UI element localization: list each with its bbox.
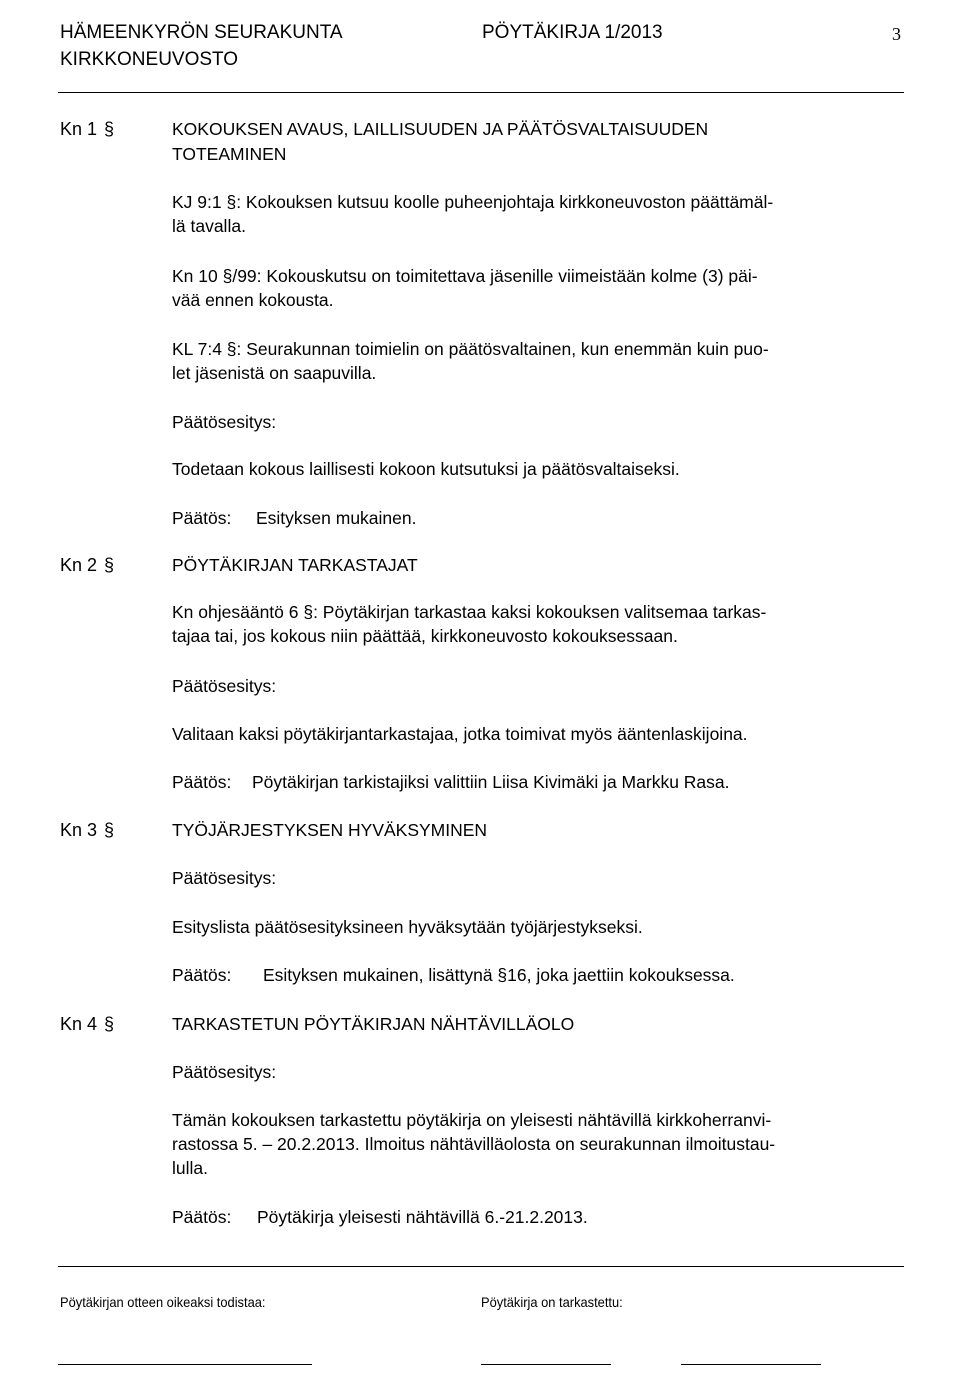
proposal-text: Esityslista päätösesityksineen hyväksytään työjärjestykseksi. bbox=[172, 917, 643, 937]
paragraph-line: let jäsenistä on saapuvilla. bbox=[172, 363, 377, 383]
signature-line bbox=[681, 1364, 821, 1365]
section-title: PÖYTÄKIRJAN TARKASTAJAT bbox=[172, 555, 418, 575]
section-sign: § bbox=[104, 555, 115, 575]
paragraph-line: vää ennen kokousta. bbox=[172, 290, 334, 310]
page-number: 3 bbox=[892, 24, 901, 44]
signature-line bbox=[481, 1364, 611, 1365]
footer-rule bbox=[58, 1266, 904, 1267]
section-title: KOKOUKSEN AVAUS, LAILLISUUDEN JA PÄÄTÖSVALTAISUUDEN bbox=[172, 119, 709, 139]
proposal-label: Päätösesitys: bbox=[172, 412, 277, 432]
decision-text: Pöytäkirjan tarkistajiksi valittiin Liisa Kivimäki ja Markku Rasa. bbox=[252, 772, 730, 792]
section-sign: § bbox=[104, 1014, 115, 1034]
decision-text: Pöytäkirja yleisesti nähtävillä 6.-21.2.2013. bbox=[257, 1207, 588, 1227]
proposal-label: Päätösesitys: bbox=[172, 1062, 277, 1082]
proposal-label: Päätösesitys: bbox=[172, 868, 277, 888]
document-title: PÖYTÄKIRJA 1/2013 bbox=[482, 22, 663, 43]
decision-text: Esityksen mukainen, lisättynä §16, joka jaettiin kokouksessa. bbox=[263, 965, 735, 985]
section-id: Kn 4 bbox=[60, 1014, 98, 1034]
council-name: KIRKKONEUVOSTO bbox=[60, 49, 239, 70]
certified-label: Pöytäkirjan otteen oikeaksi todistaa: bbox=[60, 1294, 266, 1310]
paragraph-line: Kn 10 §/99: Kokouskutsu on toimitettava jäsenille viimeistään kolme (3) päi- bbox=[172, 266, 758, 286]
decision-label: Päätös: bbox=[172, 965, 232, 985]
paragraph-line: tajaa tai, jos kokous niin päättää, kirkkoneuvosto kokouksessaan. bbox=[172, 626, 678, 646]
section-title: TYÖJÄRJESTYKSEN HYVÄKSYMINEN bbox=[172, 820, 488, 840]
section-sign: § bbox=[104, 119, 115, 139]
section-id: Kn 3 bbox=[60, 820, 98, 840]
proposal-text: Todetaan kokous laillisesti kokoon kutsutuksi ja päätösvaltaiseksi. bbox=[172, 459, 680, 479]
paragraph-line: lä tavalla. bbox=[172, 216, 246, 236]
decision-label: Päätös: bbox=[172, 508, 232, 528]
section-sign: § bbox=[104, 820, 115, 840]
paragraph-line: Kn ohjesääntö 6 §: Pöytäkirjan tarkastaa kaksi kokouksen valitsemaa tarkas- bbox=[172, 602, 767, 622]
proposal-line: lulla. bbox=[172, 1158, 208, 1178]
checked-label: Pöytäkirja on tarkastettu: bbox=[481, 1294, 623, 1310]
section-id: Kn 1 bbox=[60, 119, 98, 139]
proposal-line: Tämän kokouksen tarkastettu pöytäkirja on yleisesti nähtävillä kirkkoherranvi- bbox=[172, 1110, 772, 1130]
signature-line bbox=[58, 1364, 312, 1365]
proposal-line: rastossa 5. – 20.2.2013. Ilmoitus nähtävilläolosta on seurakunnan ilmoitustau- bbox=[172, 1134, 776, 1154]
decision-label: Päätös: bbox=[172, 772, 232, 792]
section-id: Kn 2 bbox=[60, 555, 98, 575]
paragraph-line: KJ 9:1 §: Kokouksen kutsuu koolle puheenjohtaja kirkkoneuvoston päättämäl- bbox=[172, 192, 774, 212]
decision-label: Päätös: bbox=[172, 1207, 232, 1227]
header-rule bbox=[58, 92, 904, 93]
org-name: HÄMEENKYRÖN SEURAKUNTA bbox=[60, 22, 343, 43]
paragraph-line: KL 7:4 §: Seurakunnan toimielin on päätösvaltainen, kun enemmän kuin puo- bbox=[172, 339, 769, 359]
proposal-label: Päätösesitys: bbox=[172, 676, 277, 696]
decision-text: Esityksen mukainen. bbox=[256, 508, 417, 528]
proposal-text: Valitaan kaksi pöytäkirjantarkastajaa, jotka toimivat myös ääntenlaskijoina. bbox=[172, 724, 748, 744]
section-title: TARKASTETUN PÖYTÄKIRJAN NÄHTÄVILLÄOLO bbox=[172, 1014, 575, 1034]
section-title: TOTEAMINEN bbox=[172, 144, 287, 164]
